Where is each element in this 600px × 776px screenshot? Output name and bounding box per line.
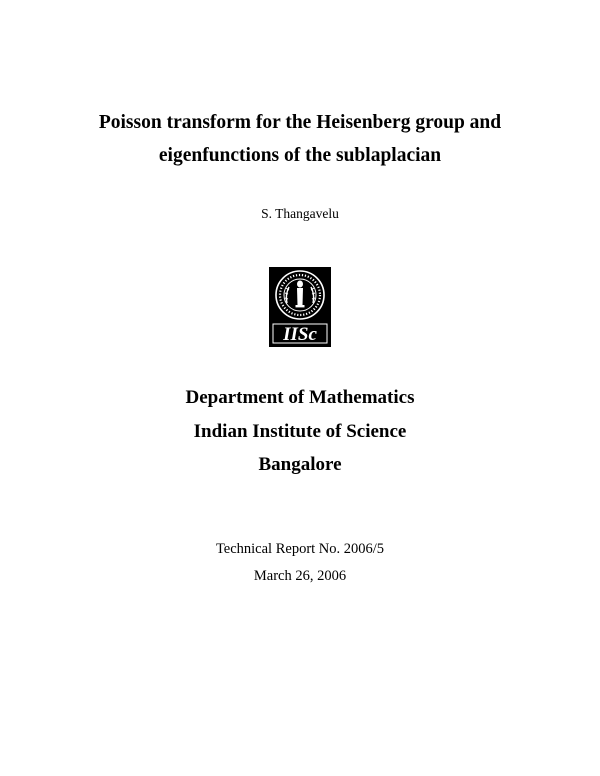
title-line-1: Poisson transform for the Heisenberg group and [98, 112, 502, 133]
report-number: Technical Report No. 2006/5 [215, 541, 385, 557]
title-line-2: eigenfunctions of the sublaplacian [158, 145, 442, 166]
author-name: S. Thangavelu [261, 206, 339, 221]
iisc-logo-icon [269, 267, 331, 347]
report-date: March 26, 2006 [253, 568, 347, 584]
institute-name: Indian Institute of Science [193, 421, 407, 442]
department-name: Department of Mathematics [185, 387, 415, 408]
logo-text: IISc [283, 324, 317, 345]
city-name: Bangalore [258, 454, 342, 475]
